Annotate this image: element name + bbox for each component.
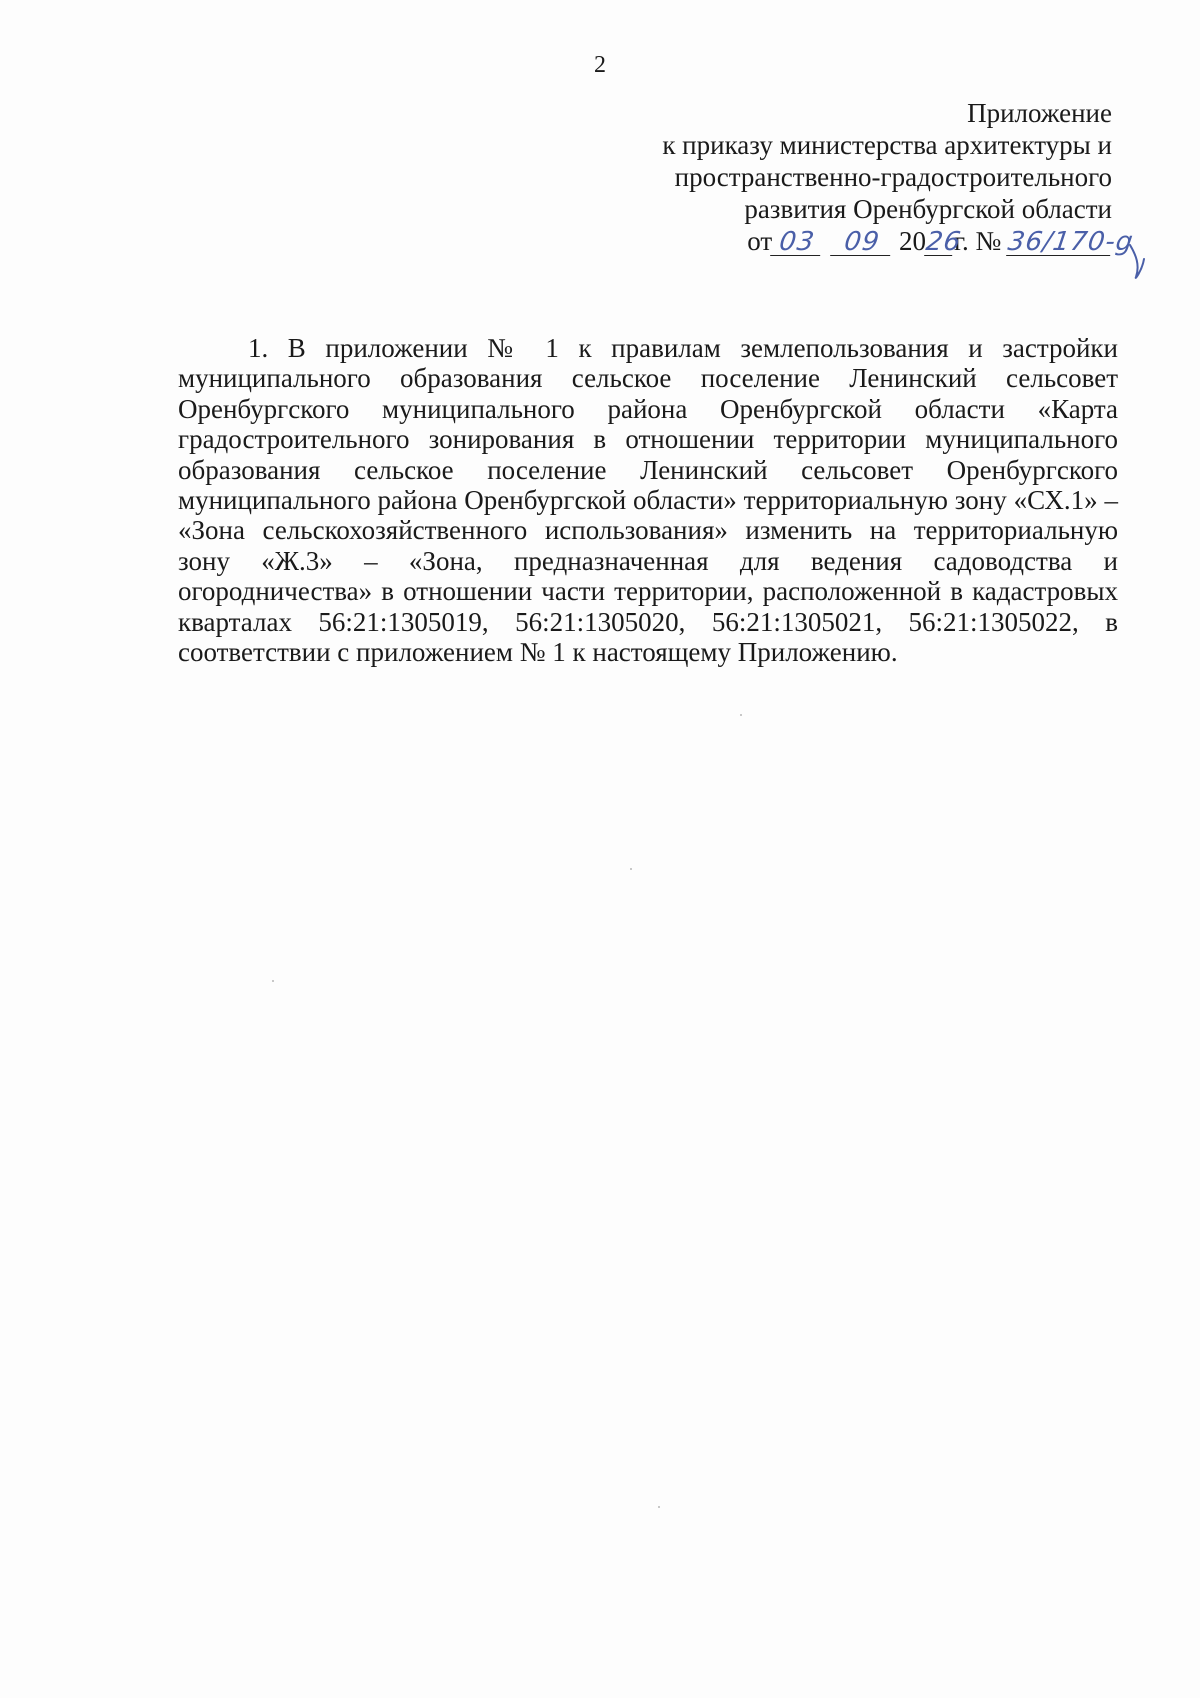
handwritten-year: 26 <box>923 227 964 257</box>
appendix-header <box>412 97 1136 257</box>
year-prefix: 20 <box>898 226 926 256</box>
header-line-3: пространственно-градостроительного <box>674 162 1112 192</box>
header-line-4: развития Оренбургской области <box>744 194 1112 224</box>
scan-speck <box>272 980 274 982</box>
handwritten-order-number: 36/170-g <box>1005 227 1136 257</box>
scan-speck <box>658 1506 660 1508</box>
header-title: Приложение <box>967 98 1112 128</box>
page-number: 2 <box>594 52 606 78</box>
year-unit: г. № <box>953 226 1002 256</box>
handwriting-flourish-icon <box>1122 225 1182 281</box>
date-prefix: от <box>747 226 773 256</box>
order-date-line <box>412 225 1136 257</box>
handwritten-day: 03 <box>770 229 824 256</box>
body-paragraph-1: 1. В приложении № 1 к правилам землепользования и застройки муниципального образования сельское поселение Ленинский сельсовет Оренбургского муниципального района Оренбургской области «Карта градостроительного зонирования в отношении территории муниципального образования сельское поселение Ленинский сельсовет Оренбургского муниципального района Оренбургской области» территориальную зону «СХ.1» – «Зона сельскохозяйственного использования» изменить на территориальную зону «Ж.3» – «Зона, предназначенная для ведения садоводства и огородничества» в отношении части территории, расположенной в кадастровых кварталах 56:21:1305019, 56:21:1305020, 56:21:1305021, 56:21:1305022, в соответствии с приложением № 1 к настоящему Приложению. <box>178 333 1118 668</box>
scan-speck <box>740 714 742 716</box>
scan-speck <box>630 868 632 870</box>
handwritten-month: 09 <box>830 229 894 256</box>
header-line-2: к приказу министерства архитектуры и <box>662 130 1112 160</box>
